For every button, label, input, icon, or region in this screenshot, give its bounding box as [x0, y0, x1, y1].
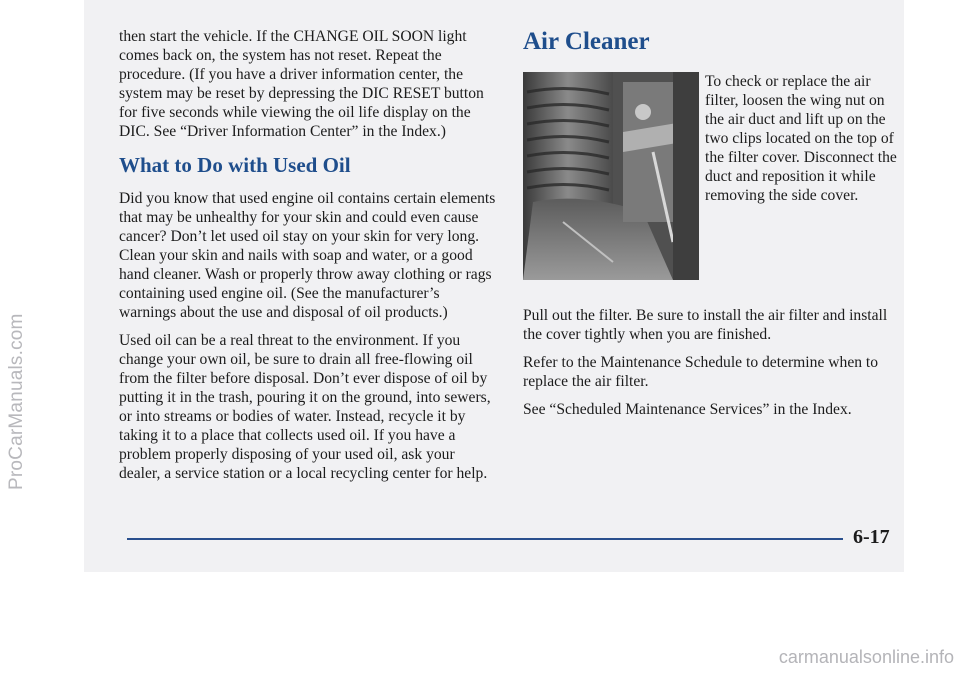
air-cleaner-paragraph-3: See “Scheduled Maintenance Services” in the Index.: [523, 401, 852, 418]
air-cleaner-instructions-text: To check or replace the air filter, loosen the wing nut on the air duct and lift up on the two clips located on the top of the filter cover. Disconnect the duct and reposition it while removing the side cover.: [705, 73, 897, 204]
air-cleaner-instructions: [705, 72, 903, 205]
side-watermark: [0, 0, 40, 676]
used-oil-paragraph-1: Did you know that used engine oil contains certain elements that may be unhealthy for your skin and could even cause cancer? Don’t let used oil stay on your skin for very long. Clean your skin and nails with soap and water, or a good hand cleaner. Wash or properly throw away clothing or rags containing used engine oil. (See the manufacturer’s warnings about the use and disposal of oil products.): [119, 190, 496, 321]
used-oil-heading: What to Do with Used Oil: [119, 153, 351, 177]
air-cleaner-heading: Air Cleaner: [523, 28, 650, 55]
air-filter-photo: [523, 72, 699, 280]
page-number: 6-17: [853, 526, 890, 548]
footer-rule: [127, 538, 843, 540]
left-column: [119, 27, 497, 492]
side-watermark-text: ProCarManuals.com: [6, 313, 27, 490]
air-cleaner-figure-row: [523, 72, 905, 294]
continued-paragraph: then start the vehicle. If the CHANGE OIL SOON light comes back on, the system has not reset. Repeat the procedure. (If you have a driver information center, the system may be reset by depressing the DIC RESET button for five seconds while viewing the oil life display on the DIC. See “Driver Information Center” in the Index.): [119, 28, 484, 140]
air-cleaner-paragraph-2: Refer to the Maintenance Schedule to determine when to replace the air filter.: [523, 354, 879, 390]
air-cleaner-paragraph-1: Pull out the filter. Be sure to install the air filter and install the cover tightly when you are finished.: [523, 307, 888, 343]
bottom-watermark: carmanualsonline.info: [778, 647, 954, 667]
used-oil-paragraph-2: Used oil can be a real threat to the environment. If you change your own oil, be sure to drain all free-flowing oil from the filter before disposal. Don’t ever dispose of oil by putting it in the trash, pouring it on the ground, into sewers, or into streams or bodies of water. Instead, recycle it by taking it to a place that collects used oil. If you have a problem properly disposing of your used oil, ask your dealer, a service station or a local recycling center for help.: [119, 332, 491, 482]
right-column: [523, 28, 905, 428]
air-filter-illustration: [523, 72, 699, 280]
